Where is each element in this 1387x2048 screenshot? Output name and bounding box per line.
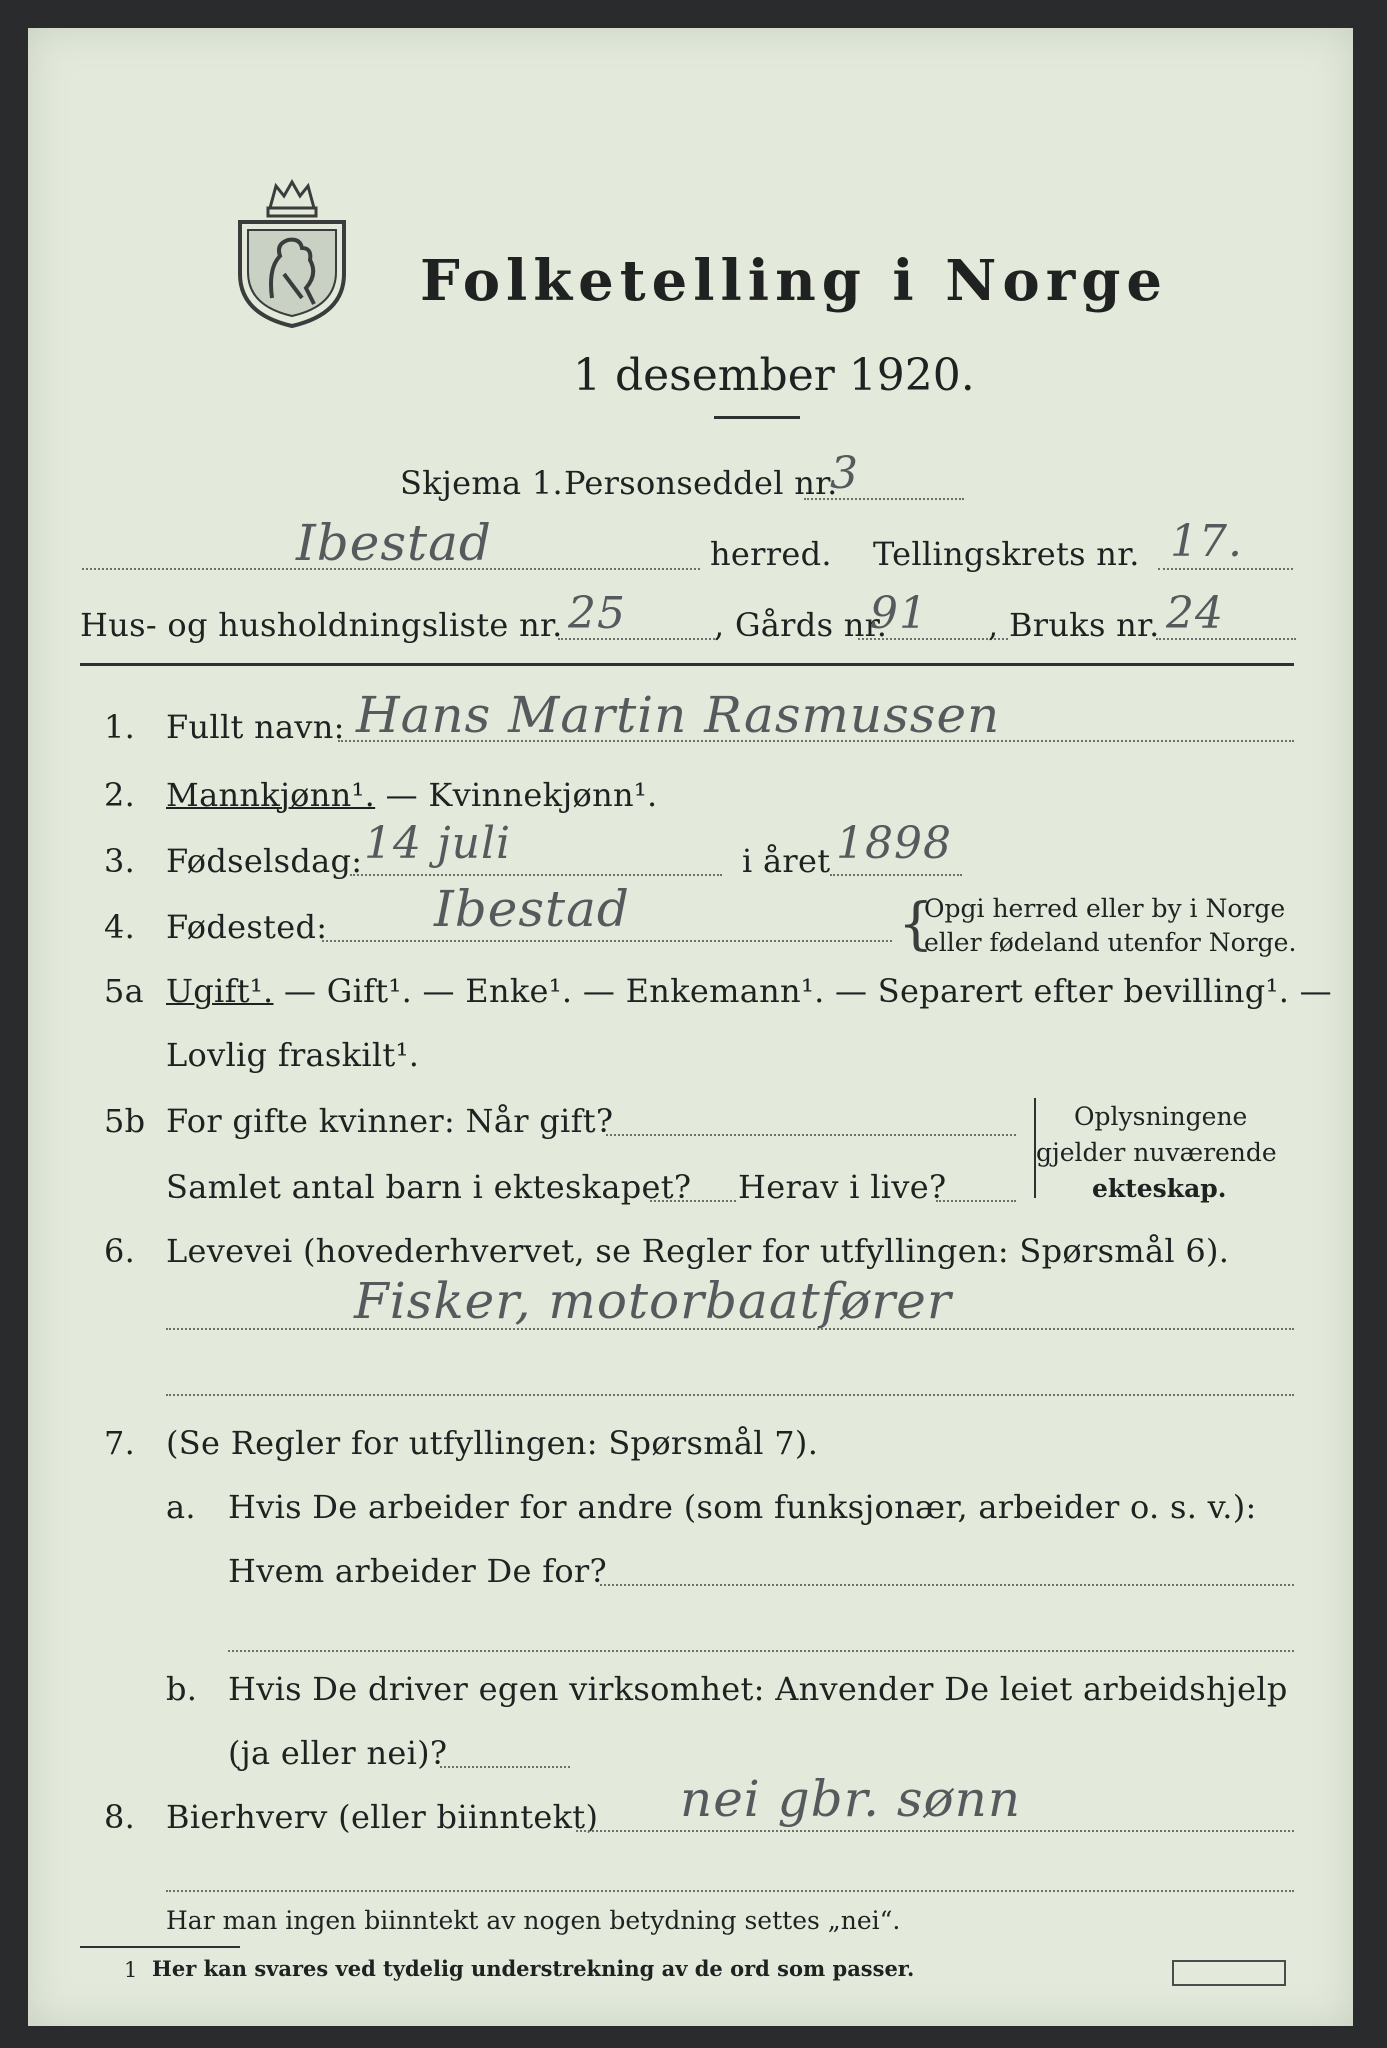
- gards-value: 91: [870, 588, 928, 639]
- bruks-label: , Bruks nr.: [988, 606, 1160, 644]
- husliste-label: Hus- og husholdningsliste nr.: [80, 606, 563, 644]
- q3-year-label: i året: [742, 842, 831, 880]
- q1-label: Fullt navn:: [166, 708, 345, 746]
- q5a-options: [166, 972, 1332, 1010]
- q8-note: Har man ingen biinntekt av nogen betydning settes „nei“.: [166, 1906, 901, 1935]
- q4-note-line1: Opgi herred eller by i Norge: [924, 894, 1286, 923]
- q7-label: (Se Regler for utfyllingen: Spørsmål 7).: [166, 1424, 819, 1462]
- q5b-note-line2: gjelder nuværende: [1036, 1138, 1277, 1167]
- q7b-answer-line: [440, 1766, 570, 1768]
- q7a-employer-line: [600, 1584, 1294, 1586]
- q4-label: Fødested:: [166, 908, 328, 946]
- q7b-label: Hvis De driver egen virksomhet: Anvender De leiet arbeidshjelp: [228, 1670, 1288, 1708]
- q5b-number: 5b: [104, 1102, 146, 1140]
- q5b-married-label: For gifte kvinner: Når gift?: [166, 1102, 614, 1140]
- footnote-text: Her kan svares ved tydelig understrekning av de ord som passer.: [152, 1956, 915, 1981]
- gards-label: , Gårds nr.: [714, 606, 888, 644]
- q3-value: 14 juli: [364, 818, 512, 869]
- footnote-mark: 1: [124, 1958, 138, 1982]
- q7a-letter: a.: [166, 1488, 196, 1526]
- herred-label: herred.: [710, 535, 832, 573]
- tellingskrets-label: Tellingskrets nr.: [873, 535, 1140, 573]
- q4-value: Ibestad: [434, 880, 630, 938]
- q7a-employer-label: Hvem arbeider De for?: [228, 1552, 607, 1590]
- q5a-ugift-option: Ugift¹.: [166, 972, 274, 1010]
- q1-number: 1.: [104, 708, 136, 746]
- q6-label: Levevei (hovederhvervet, se Regler for utfyllingen: Spørsmål 6).: [166, 1232, 1230, 1270]
- q2-separator: —: [375, 776, 429, 814]
- q5b-children-label: Samlet antal barn i ekteskapet?: [166, 1168, 692, 1206]
- q8-value: nei gbr. sønn: [680, 1770, 1022, 1828]
- herred-value: Ibestad: [296, 514, 492, 572]
- footnote-rule: [80, 1946, 240, 1948]
- q6-number: 6.: [104, 1232, 136, 1270]
- tellingskrets-line: [1158, 568, 1293, 570]
- q1-value: Hans Martin Rasmussen: [356, 686, 1001, 744]
- tellingskrets-value: 17.: [1170, 516, 1243, 567]
- q2-number: 2.: [104, 776, 136, 814]
- q5a-number: 5a: [104, 972, 145, 1010]
- q4-number: 4.: [104, 908, 136, 946]
- q5a-line2: Lovlig fraskilt¹.: [166, 1036, 420, 1074]
- q6-line2: [166, 1394, 1294, 1396]
- coat-of-arms-icon: [232, 178, 352, 328]
- personseddel-line: [804, 498, 964, 500]
- printer-stamp: [1172, 1960, 1286, 1986]
- census-date: 1 desember 1920.: [573, 350, 975, 401]
- q7a-employer-line2: [228, 1650, 1294, 1652]
- form-title: Folketelling i Norge: [420, 248, 1169, 314]
- personseddel-label: Personseddel nr.: [564, 464, 838, 502]
- q8-line: [576, 1830, 1294, 1832]
- q5b-married-line: [606, 1134, 1016, 1136]
- q3-line: [350, 874, 722, 876]
- census-form: [28, 28, 1353, 2026]
- q4-note-line2: eller fødeland utenfor Norge.: [924, 928, 1297, 957]
- q4-brace: {: [898, 892, 934, 957]
- q8-line2: [166, 1890, 1294, 1892]
- q7a-label: Hvis De arbeider for andre (som funksjonær, arbeider o. s. v.):: [228, 1488, 1257, 1526]
- schema-label: Skjema 1.: [400, 464, 563, 502]
- q5b-note-line3: ekteskap.: [1092, 1174, 1227, 1203]
- q5b-note-line1: Oplysningene: [1074, 1102, 1248, 1131]
- q8-number: 8.: [104, 1798, 136, 1836]
- q3-label: Fødselsdag:: [166, 842, 363, 880]
- q7-number: 7.: [104, 1424, 136, 1462]
- q3-year-value: 1898: [836, 818, 952, 869]
- q5b-children-line: [650, 1200, 736, 1202]
- q7b-letter: b.: [166, 1670, 198, 1708]
- q6-value: Fisker, motorbaatfører: [354, 1272, 952, 1330]
- q4-line: [322, 940, 892, 942]
- q2-options: [166, 776, 658, 814]
- q5b-alive-line: [936, 1200, 1016, 1202]
- q5b-alive-label: Herav i live?: [738, 1168, 947, 1206]
- q3-year-line: [830, 874, 962, 876]
- title-rule: [714, 416, 800, 419]
- bruks-value: 24: [1166, 588, 1224, 639]
- q2-male-option: Mannkjønn¹.: [166, 776, 376, 814]
- personseddel-value: 3: [830, 448, 859, 499]
- q2-female-option: Kvinnekjønn¹.: [428, 776, 658, 814]
- q8-label: Bierhverv (eller biinntekt): [166, 1798, 599, 1836]
- husliste-value: 25: [568, 588, 626, 639]
- q3-number: 3.: [104, 842, 136, 880]
- header-divider: [80, 663, 1294, 666]
- q5a-other-options: — Gift¹. — Enke¹. — Enkemann¹. — Separert efter bevilling¹. —: [273, 972, 1332, 1010]
- q7b-answer-label: (ja eller nei)?: [228, 1734, 448, 1772]
